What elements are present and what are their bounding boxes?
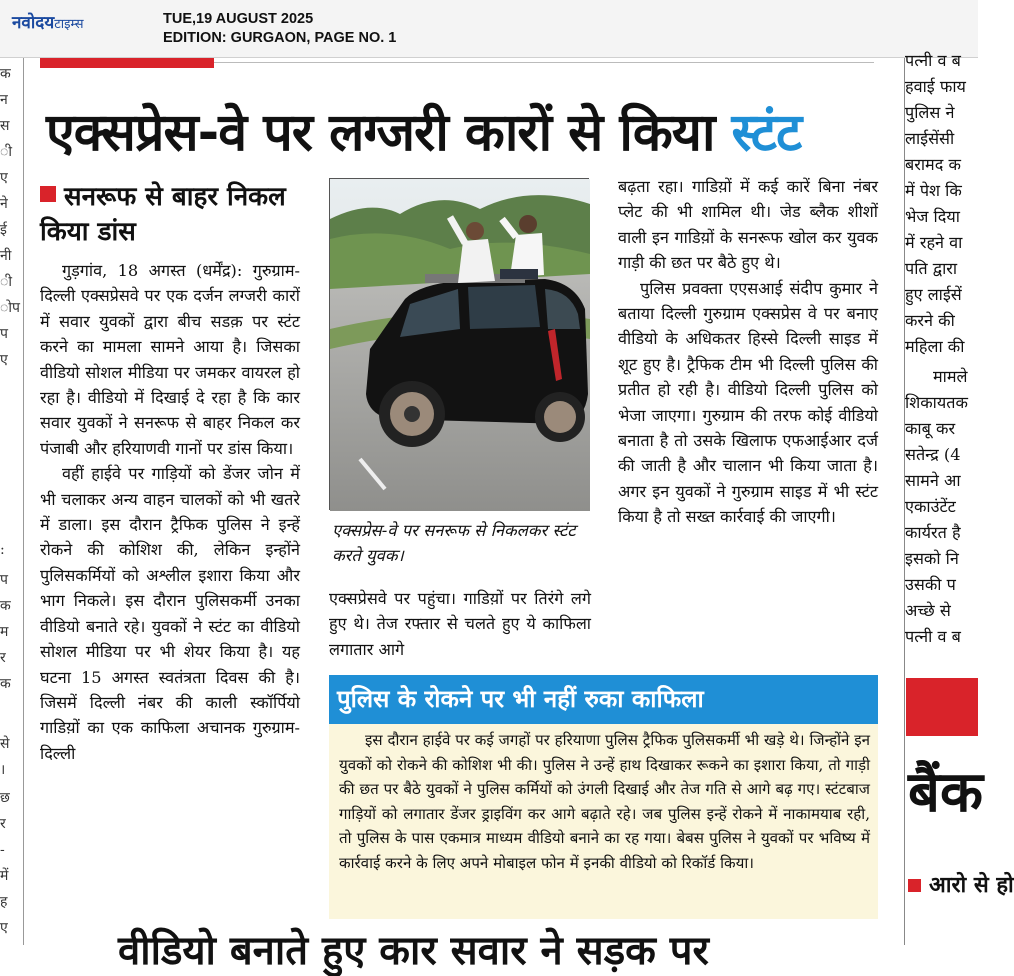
right-strip-line: कार्यरत है — [905, 523, 961, 542]
right-strip-line: हवाई फाय — [905, 77, 966, 96]
right-strip-line: एकाउंटेंट — [905, 497, 956, 516]
headline-accent: स्टंट — [731, 103, 802, 163]
left-strip-fragment: क — [0, 598, 11, 614]
left-strip-fragment: से — [0, 736, 10, 752]
logo-sub: टाइम्स — [54, 17, 84, 32]
left-strip-fragment: : — [0, 542, 5, 558]
right-sub-headline — [908, 870, 1014, 902]
paragraph: बढ़ता रहा। गाडिय़ों में कई कारें बिना नंबर प्लेट की भी शामिल थी। जेड ब्लैक शीशों वाली इन गाडिय़ों के सनरूफ खोल कर युवक गाड़ी की छत पर बैठे हुए थे। — [618, 177, 878, 273]
edition-info — [163, 10, 396, 48]
newspaper-logo — [12, 10, 84, 33]
right-strip-line: में रहने वा — [905, 233, 963, 252]
right-strip-line: अच्छे से — [905, 601, 951, 620]
next-story-headline: वीडियो बनाते हुए कार सवार ने सड़क पर — [118, 928, 709, 974]
left-strip-fragment: क — [0, 66, 11, 82]
newspaper-page — [0, 51, 1014, 974]
left-strip-fragment: क — [0, 676, 11, 692]
right-strip-line: सामने आ — [905, 471, 961, 490]
right-strip-line: काबू कर — [905, 419, 956, 438]
right-strip-line: पुलिस ने — [905, 103, 955, 122]
top-divider — [214, 62, 874, 63]
box-story-body — [329, 724, 878, 919]
top-red-bar — [40, 58, 214, 68]
left-strip-fragment: ी — [0, 274, 12, 290]
left-strip-fragment: र — [0, 650, 6, 666]
article-subhead — [40, 180, 300, 250]
left-strip-fragment: ए — [0, 920, 8, 936]
right-strip-line: मामले — [933, 367, 968, 386]
right-red-block — [906, 678, 978, 736]
subhead-text: सनरूफ से बाहर निकल किया डांस — [40, 182, 286, 247]
article-column-3 — [618, 174, 878, 530]
article-headline — [46, 98, 876, 168]
red-square-bullet — [40, 186, 56, 202]
right-strip-line: पत्नी व ब — [905, 627, 961, 646]
left-strip-fragment: स — [0, 118, 10, 134]
paragraph: वहीं हाईवे पर गाड़ियों को डेंजर जोन में भी चलाकर अन्य वाहन चालकों को भी खतरे में डाला। इस दौरान ट्रैफिक पुलिस ने इन्हें रोकने की कोशिश की, लेकिन इन्होंने पुलिसकर्मियों को अश्लील इशारा किया और भाग निकले। इस दौरान पुलिसकर्मी उनका वीडियो बनाते रहे। युवकों ने स्टंट का वीडियो सोशल मीडिया पर भी शेयर किया है। यह घटना 15 अगस्त स्वतंत्रता दिवस की है। जिसमें दिल्ली नंबर की काली स्कॉर्पियो गाडिय़ों का एक काफिला अचानक गुरुग्राम-दिल्ली — [40, 464, 300, 763]
article-column-1 — [40, 258, 300, 766]
left-strip-fragment: प — [0, 326, 8, 342]
paragraph: पुलिस प्रवक्ता एएसआई संदीप कुमार ने बताया दिल्ली गुरुग्राम एक्सप्रेस वे पर बनाए वीडियो के अधिकतर हिस्से दिल्ली साइड में शूट हुए है। ट्रैफिक टीम भी दिल्ली पुलिस की प्रतीत हो रही है। वीडियो दिल्ली पुलिस को भेजा जाएगा। गुरुग्राम की तरफ कोई वीडियो बनाता है तो उसके खिलाफ एफआईआर दर्ज की जाती है और चालान भी किया जाता है। अगर इन युवकों ने गुरुग्राम साइड में भी स्टंट किया है तो सख्त कार्रवाई की जाएगी। — [618, 278, 878, 527]
paragraph: गुड़गांव, 18 अगस्त (धर्मेंद्र): गुरुग्राम-दिल्ली एक्सप्रेसवे पर एक दर्जन लग्जरी कारों में सवार युवकों द्वारा बीच सडक़ पर स्टंट करने का मामला सामने आया है। जिसका वीडियो सोशल मीडिया पर जमकर वायरल हो रहा है। वीडियो में दिखाई दे रहा है कि कार सवार युवकों ने सनरूफ से बाहर निकल कर पंजाबी और हरियाणवी गानों पर डांस किया। — [40, 261, 300, 458]
right-strip-line: बरामद क — [905, 155, 961, 174]
right-strip-line: उसकी प — [905, 575, 956, 594]
left-strip-fragment: छ — [0, 790, 10, 806]
article-column-2 — [329, 586, 591, 662]
box-paragraph: इस दौरान हाईवे पर कई जगहों पर हरियाणा पुलिस ट्रैफिक पुलिसकर्मी भी खड़े थे। जिन्होंने इन युवकों को रोकने की कोशिश भी की। पुलिस ने उन्हें हाथ दिखाकर रूकने का इशारा किया, तो गाड़ी की छत पर बैठे युवकों ने पुलिस कर्मियों को उंगली दिखाई और तेज गति से आगे बढ़ गए। स्टंटबाज गाड़ियों को लगातार डेंजर ड्राइविंग कर आगे बढ़ाते रहे। जब पुलिस इन्हें रोकने में नाकामयाब रही, तो पुलिस के पास एकमात्र माध्यम वीडियो बनाने का रह गया। बेबस पुलिस ने युवकों पर भविष्य में कार्रवाई करने के लिए अपने मोबाइल फोन में इनकी वीडियो को रिकॉर्ड किया। — [339, 731, 870, 872]
left-strip-fragment: ह — [0, 894, 8, 910]
red-square-bullet — [908, 879, 921, 892]
right-strip-line: में पेश कि — [905, 181, 962, 200]
right-strip-line: सतेन्द्र (4 — [905, 445, 961, 464]
right-sub-text: आरो से हो — [929, 873, 1014, 898]
right-strip-line: भेज दिया — [905, 207, 960, 226]
paragraph: एक्सप्रेसवे पर पहुंचा। गाडिय़ों पर तिरंगे लगे हुए थे। तेज रफ्तार से चलते हुए ये काफिला लगातार आगे — [329, 589, 591, 659]
left-strip-fragment: ए — [0, 170, 8, 186]
left-strip-fragment: में — [0, 868, 9, 884]
edition-line: EDITION: GURGAON, PAGE NO. 1 — [163, 30, 397, 46]
right-strip-line: पत्नी व ब — [905, 51, 961, 70]
left-strip-fragment: म — [0, 624, 9, 640]
logo-main: नवोदय — [12, 13, 55, 33]
right-strip-line: इसको नि — [905, 549, 959, 568]
clipping-header — [0, 0, 978, 58]
left-strip-fragment: ए — [0, 352, 8, 368]
left-strip-fragment: । — [0, 762, 6, 778]
left-strip-fragment: ई — [0, 222, 7, 238]
right-strip-line: महिला की — [905, 337, 965, 356]
photo-caption: एक्सप्रेस-वे पर सनरूफ से निकलकर स्टंट करते युवक। — [332, 521, 576, 565]
left-strip-fragment: नी — [0, 248, 12, 264]
left-strip-fragment: प — [0, 572, 8, 588]
headline-main: एक्सप्रेस-वे पर लग्जरी कारों से किया — [46, 103, 732, 163]
right-strip-line: हुए लाईसें — [905, 285, 962, 304]
right-strip-line: शिकायतक — [905, 393, 968, 412]
left-strip-fragment: ोप — [0, 300, 20, 316]
right-strip-line: पति द्वारा — [905, 259, 958, 278]
date-line: TUE,19 AUGUST 2025 — [163, 11, 314, 27]
box-story-title: पुलिस के रोकने पर भी नहीं रुका काफिला — [329, 675, 878, 724]
left-strip-fragment: ने — [0, 196, 8, 212]
article-photo — [329, 178, 589, 510]
right-big-headline: बैंक — [908, 760, 983, 825]
left-strip-fragment: र — [0, 816, 6, 832]
stunt-car-photo — [330, 179, 590, 511]
left-strip-fragment: - — [0, 842, 5, 858]
left-strip-fragment: न — [0, 92, 8, 108]
right-strip-line: लाईसेंसी — [905, 129, 955, 148]
left-cut-column — [0, 58, 24, 945]
left-strip-fragment: ी — [0, 144, 12, 160]
right-strip-line: करने की — [905, 311, 955, 330]
